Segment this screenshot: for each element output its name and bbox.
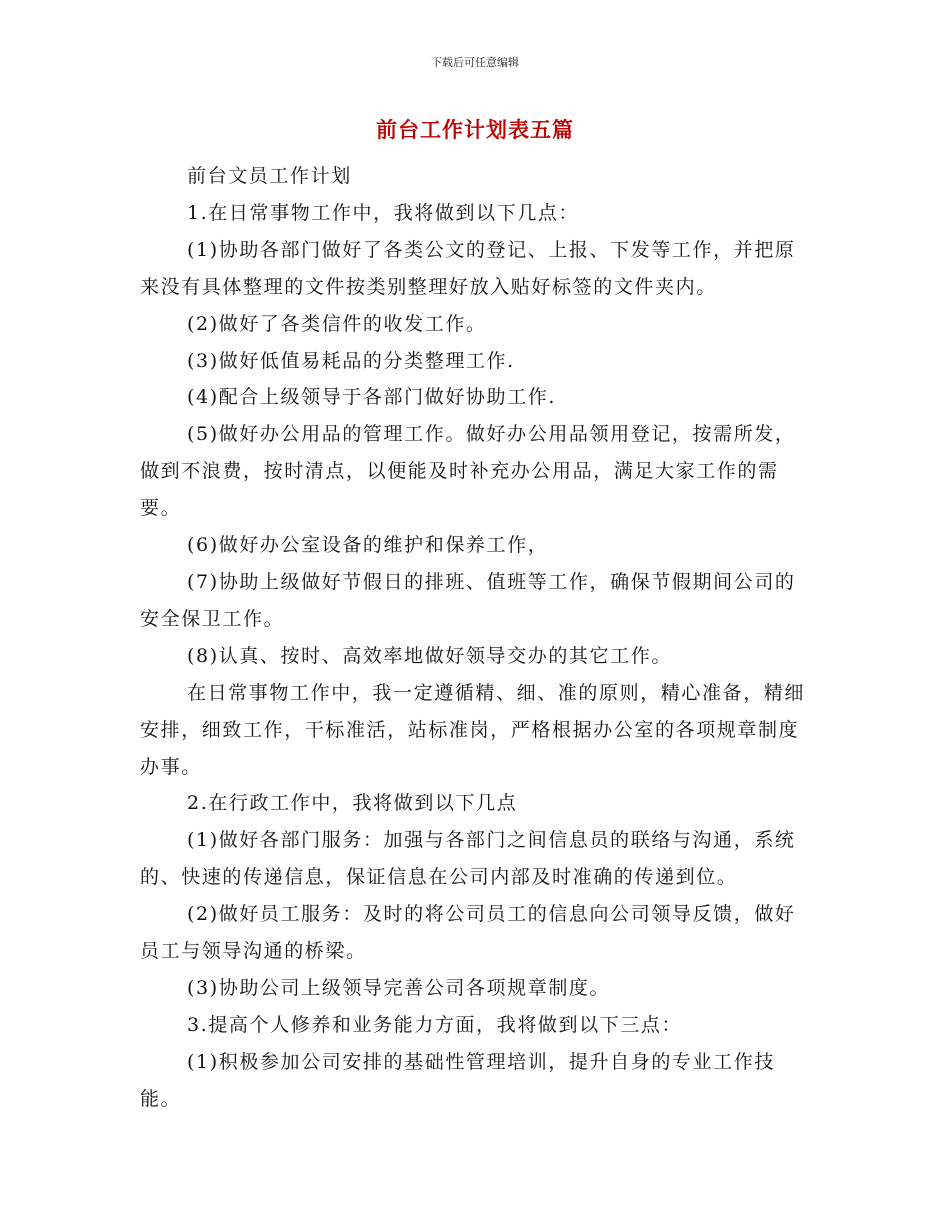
paragraph: (4)配合上级领导于各部门做好协助工作. bbox=[187, 386, 556, 409]
paragraph: (3)协助公司上级领导完善公司各项规章制度。 bbox=[187, 976, 611, 999]
paragraph-section-heading: 前台文员工作计划 bbox=[187, 165, 352, 187]
document-title: 前台工作计划表五篇 bbox=[376, 118, 574, 142]
paragraph: (3)做好低值易耗品的分类整理工作. bbox=[187, 349, 515, 372]
paragraph: (5)做好办公用品的管理工作。做好办公用品领用登记，按需所发，做到不浪费，按时清点，以便能及时补充办公用品，满足大家工作的需要。 bbox=[140, 423, 796, 520]
paragraph-point-2: 2.在行政工作中，我将做到以下几点 bbox=[187, 792, 518, 815]
paragraph-point-3: 3.提高个人修养和业务能力方面，我将做到以下三点： bbox=[187, 1013, 683, 1036]
paragraph: (1)做好各部门服务：加强与各部门之间信息员的联络与沟通，系统的、快速的传递信息，保证信息在公司内部及时准确的传递到位。 bbox=[140, 829, 796, 889]
paragraph-summary: 在日常事物工作中，我一定遵循精、细、准的原则，精心准备，精细安排，细致工作，干标准活，站标准岗，严格根据办公室的各项规章制度办事。 bbox=[140, 681, 806, 778]
paragraph-point-1: 1.在日常事物工作中，我将做到以下几点： bbox=[187, 201, 580, 224]
header-note: 下载后可任意编辑 bbox=[431, 56, 519, 69]
paragraph: (2)做好了各类信件的收发工作。 bbox=[187, 312, 487, 335]
paragraph: (2)做好员工服务：及时的将公司员工的信息向公司领导反馈，做好员工与领导沟通的桥梁。 bbox=[140, 903, 796, 963]
paragraph: (8)认真、按时、高效率地做好领导交办的其它工作。 bbox=[187, 644, 672, 667]
paragraph: (1)协助各部门做好了各类公文的登记、上报、下发等工作，并把原来没有具体整理的文件按类别整理好放入贴好标签的文件夹内。 bbox=[140, 238, 796, 298]
paragraph: (6)做好办公室设备的维护和保养工作， bbox=[187, 534, 549, 557]
paragraph: (7)协助上级做好节假日的排班、值班等工作，确保节假期间公司的安全保卫工作。 bbox=[140, 570, 796, 630]
document-body bbox=[140, 158, 812, 1118]
paragraph: (1)积极参加公司安排的基础性管理培训，提升自身的专业工作技能。 bbox=[140, 1050, 775, 1110]
